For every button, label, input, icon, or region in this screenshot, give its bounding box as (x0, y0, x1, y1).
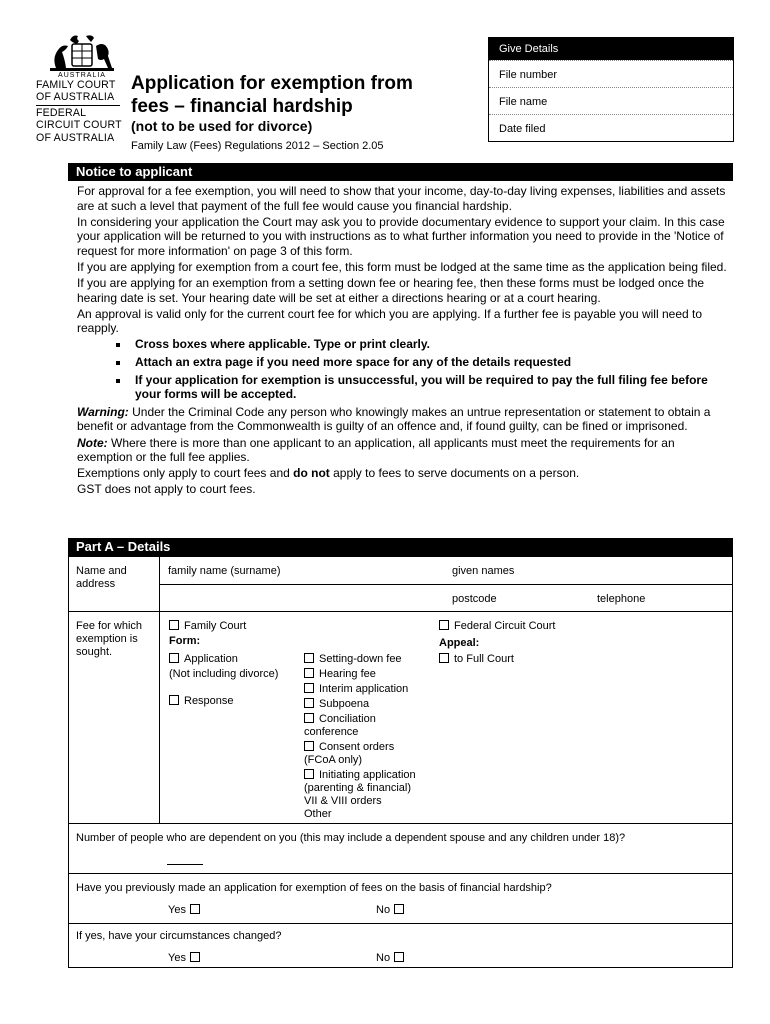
previous-no-option[interactable] (376, 904, 404, 917)
exemption-text-a: Exemptions only apply to court fees and (77, 466, 294, 481)
row-divider (159, 584, 732, 585)
interim-option[interactable] (304, 683, 408, 696)
interim-label: Interim application (319, 683, 409, 695)
checkbox[interactable] (304, 653, 314, 663)
title-line-1: Application for exemption from (131, 73, 413, 94)
court-logo (36, 32, 128, 144)
page-subtitle: (not to be used for divorce) (131, 118, 313, 134)
notice-paragraph: An approval is valid only for the current court fee for which you are applying. If a further fee is payable you will need to reapply. (77, 306, 703, 336)
page-title (131, 72, 471, 118)
checkbox[interactable] (439, 620, 449, 630)
conciliation-option[interactable] (304, 713, 376, 739)
dependents-answer[interactable] (167, 856, 203, 869)
checkbox[interactable] (394, 952, 404, 962)
subpoena-option[interactable] (304, 698, 369, 711)
checkbox[interactable] (304, 741, 314, 751)
changed-no-option[interactable] (376, 952, 404, 965)
checkbox[interactable] (190, 952, 200, 962)
family-name-field[interactable]: family name (surname) (168, 565, 281, 577)
warning-label: Warning: (77, 404, 129, 419)
checkbox[interactable] (394, 904, 404, 914)
consent-orders-label: Consent orders (319, 741, 395, 753)
postcode-field[interactable]: postcode (452, 593, 497, 605)
row-divider (69, 823, 732, 824)
full-court-option[interactable] (439, 653, 514, 666)
checkbox[interactable] (169, 653, 179, 663)
notice-paragraph: If you are applying for exemption from a court fee, this form must be lodged at the same time as the application being filed. (77, 259, 727, 274)
exemption-text-c: apply to fees to serve documents on a person. (329, 466, 580, 481)
other-label: Other (304, 808, 332, 820)
checkbox[interactable] (169, 695, 179, 705)
federal-circuit-label: Federal Circuit Court (454, 620, 556, 632)
hearing-fee-label: Hearing fee (319, 668, 376, 680)
exemption-text-b: do not (293, 466, 330, 481)
gst-paragraph: GST does not apply to court fees. (77, 482, 256, 497)
application-label: Application (184, 653, 238, 665)
no-label: No (376, 952, 391, 964)
warning-text: Under the Criminal Code any person who knowingly makes an untrue representation or statement to obtain a benefit or advantage from the Commonwealth is guilty of an offence and, if found guilty, can be fined or imprisoned. (77, 404, 711, 434)
notice-bullets (77, 337, 727, 401)
notice-bullet: ▪ Cross boxes where applicable. Type or print clearly. (130, 337, 727, 352)
appeal-label: Appeal: (439, 637, 480, 649)
logo-court3: FEDERAL (36, 106, 87, 119)
title-line-2: fees – financial hardship (131, 96, 353, 117)
date-filed-field[interactable]: Date filed (489, 114, 733, 141)
notice-paragraph: If you are applying for an exemption from a setting down fee or hearing fee, then these forms must be lodged once the hearing date is set. Your hearing date will be set at either a directions hearing or at a court hearing. (77, 276, 705, 305)
regulations-reference: Family Law (Fees) Regulations 2012 – Section 2.05 (131, 140, 384, 152)
row-divider (69, 873, 732, 874)
logo-court1: FAMILY COURT (36, 79, 116, 91)
family-court-label: Family Court (184, 620, 247, 632)
yes-label: Yes (168, 904, 186, 916)
part-a-heading: Part A – Details (68, 538, 733, 556)
checkbox[interactable] (169, 620, 179, 630)
note-paragraph (77, 436, 727, 465)
initiating-label: Initiating application (319, 769, 416, 781)
conciliation-label: Conciliation (319, 713, 376, 725)
federal-circuit-option[interactable] (439, 620, 555, 633)
conciliation-label-2: conference (304, 726, 359, 738)
not-divorce-note: (Not including divorce) (169, 668, 279, 680)
response-option[interactable] (169, 695, 234, 708)
logo-court4: CIRCUIT COURT (36, 119, 122, 132)
consent-orders-option[interactable] (304, 741, 394, 767)
notice-heading: Notice to applicant (68, 163, 733, 181)
logo-court2: OF AUSTRALIA (36, 91, 115, 104)
give-details-box (488, 37, 734, 142)
note-text: Where there is more than one applicant to an application, all applicants must meet the requirements for an exemption or the full fee applies. (77, 435, 675, 465)
initiating-label-3: VII & VIII orders (304, 795, 382, 807)
previous-yes-option[interactable] (168, 904, 200, 917)
give-details-heading: Give Details (489, 38, 733, 60)
logo-country: AUSTRALIA (58, 72, 106, 79)
setting-down-option[interactable] (304, 653, 402, 666)
notice-bullet: ▪ Attach an extra page if you need more space for any of the details requested (130, 355, 727, 370)
part-a-form (68, 556, 733, 968)
initiating-option[interactable] (304, 769, 416, 821)
column-divider (159, 557, 160, 823)
setting-down-label: Setting-down fee (319, 653, 402, 665)
coat-of-arms-icon (36, 32, 128, 72)
no-label: No (376, 904, 391, 916)
full-court-label: to Full Court (454, 653, 514, 665)
yes-label: Yes (168, 952, 186, 964)
consent-orders-label-2: (FCoA only) (304, 754, 363, 766)
notice-paragraph: For approval for a fee exemption, you will need to show that your income, day-to-day living expenses, liabilities and assets are at such a level that payment of the full fee would cause you financial hardship. (77, 184, 726, 213)
checkbox[interactable] (304, 698, 314, 708)
exemption-paragraph (77, 466, 727, 481)
checkbox[interactable] (304, 769, 314, 779)
name-address-label: Name and address (76, 565, 127, 590)
previous-application-question: Have you previously made an application for exemption of fees on the basis of financial hardship? (76, 882, 552, 894)
answer-line[interactable] (167, 864, 203, 865)
row-divider (69, 611, 732, 612)
hearing-fee-option[interactable] (304, 668, 376, 681)
note-label: Note: (77, 435, 108, 450)
file-name-field[interactable]: File name (489, 87, 733, 114)
given-names-field[interactable]: given names (452, 565, 515, 577)
checkbox[interactable] (304, 713, 314, 723)
notice-paragraph: In considering your application the Court may ask you to provide documentary evidence to support your claim. In this case your application will be returned to you with instructions as to what further information you need to provide in the 'Notice of request for more information' on page 3 of this form. (77, 214, 725, 258)
changed-yes-option[interactable] (168, 952, 200, 965)
dependents-question: Number of people who are dependent on you (this may include a dependent spouse and any children under 18)? (76, 832, 626, 844)
response-label: Response (184, 695, 234, 707)
checkbox[interactable] (304, 683, 314, 693)
checkbox[interactable] (439, 653, 449, 663)
telephone-field[interactable]: telephone (597, 593, 646, 605)
notice-body (77, 184, 727, 498)
form-label: Form: (169, 635, 201, 647)
subpoena-label: Subpoena (319, 698, 370, 710)
notice-bullet: ▪ If your application for exemption is unsuccessful, you will be required to pay the full filing fee before your forms will be accepted. (130, 373, 727, 402)
initiating-label-2: (parenting & financial) (304, 782, 412, 794)
fee-label: Fee for which exemption is sought. (76, 620, 143, 658)
application-option[interactable] (169, 653, 238, 666)
checkbox[interactable] (190, 904, 200, 914)
warning-paragraph (77, 405, 727, 434)
family-court-option[interactable] (169, 620, 246, 633)
checkbox[interactable] (304, 668, 314, 678)
circumstances-question: If yes, have your circumstances changed? (76, 930, 282, 942)
file-number-field[interactable]: File number (489, 60, 733, 87)
logo-divider (36, 105, 120, 106)
row-divider (69, 923, 732, 924)
logo-court5: OF AUSTRALIA (36, 131, 115, 144)
